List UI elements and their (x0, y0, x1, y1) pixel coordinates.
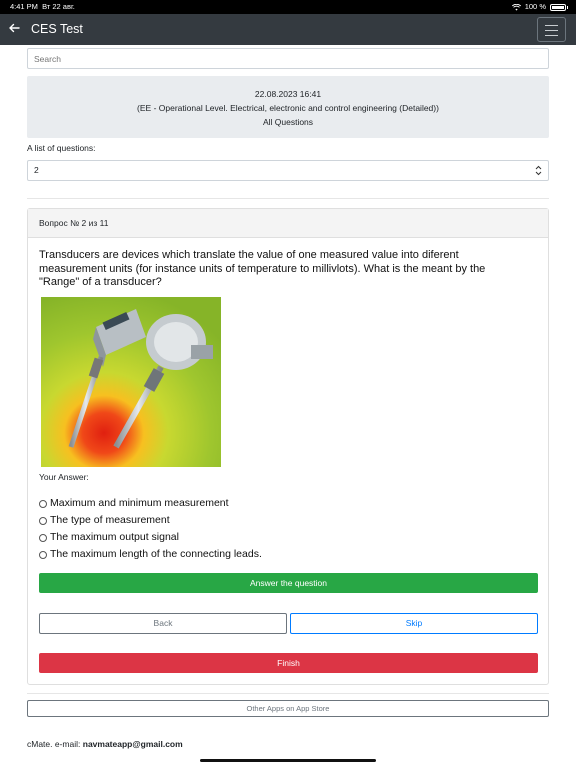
status-date: Вт 22 авг. (42, 2, 75, 11)
home-indicator[interactable] (200, 759, 376, 762)
wifi-icon (512, 4, 521, 11)
skip-button[interactable]: Skip (290, 613, 538, 634)
divider (27, 198, 549, 199)
answer-option[interactable] (39, 528, 262, 545)
answer-option-label: The maximum length of the connecting leads. (50, 547, 262, 560)
test-info-box (27, 76, 549, 138)
divider (27, 693, 549, 694)
search-input[interactable] (27, 48, 549, 69)
question-list-select[interactable] (27, 160, 549, 181)
answer-option-label: The maximum output signal (50, 530, 179, 543)
contact-email-link[interactable]: navmateapp@gmail.com (82, 739, 183, 749)
radio-button[interactable] (39, 517, 47, 525)
status-right (512, 0, 566, 14)
hamburger-menu-button[interactable] (537, 17, 566, 42)
hamburger-icon (545, 25, 558, 27)
back-button[interactable]: Back (39, 613, 287, 634)
test-datetime: 22.08.2023 16:41 (254, 89, 322, 99)
status-bar (0, 0, 576, 14)
battery-icon (550, 4, 566, 11)
question-card (27, 208, 549, 685)
radio-button[interactable] (39, 551, 47, 559)
question-list-value: 2 (34, 165, 39, 175)
hamburger-icon-line (545, 30, 558, 32)
answer-question-button[interactable]: Answer the question (39, 573, 538, 593)
answer-option[interactable] (39, 511, 262, 528)
answer-option-label: The type of measurement (50, 513, 170, 526)
top-navbar (0, 14, 576, 45)
radio-button[interactable] (39, 500, 47, 508)
answer-option[interactable] (39, 494, 262, 511)
radio-button[interactable] (39, 534, 47, 542)
app-title: CES Test (31, 22, 83, 36)
status-time-date (10, 0, 75, 14)
question-list-label: A list of questions: (27, 143, 96, 153)
answer-option[interactable] (39, 545, 262, 562)
select-chevrons-icon (535, 161, 542, 188)
your-answer-label: Your Answer: (39, 472, 89, 482)
status-time: 4:41 PM (10, 2, 38, 11)
answer-option-label: Maximum and minimum measurement (50, 496, 229, 509)
test-scope: All Questions (262, 117, 314, 127)
back-arrow-icon[interactable] (8, 20, 20, 38)
question-image (41, 297, 221, 467)
footer-prefix: cMate. e-mail: (27, 739, 83, 749)
finish-button[interactable]: Finish (39, 653, 538, 673)
battery-percent: 100 % (524, 2, 546, 11)
answer-options (39, 494, 262, 562)
other-apps-button[interactable]: Other Apps on App Store (27, 700, 549, 717)
test-subject: (EE - Operational Level. Electrical, electronic and control engineering (Detailed)) (137, 103, 439, 113)
hamburger-icon-line (545, 35, 558, 37)
question-text: Transducers are devices which translate the value of one measured value into diferent measurement units (for instance units of temperature to millivlots). What is the meant by the "Range" of a transducer? (39, 249, 486, 288)
question-counter: Вопрос № 2 из 11 (28, 209, 548, 238)
footer-contact (27, 738, 183, 750)
